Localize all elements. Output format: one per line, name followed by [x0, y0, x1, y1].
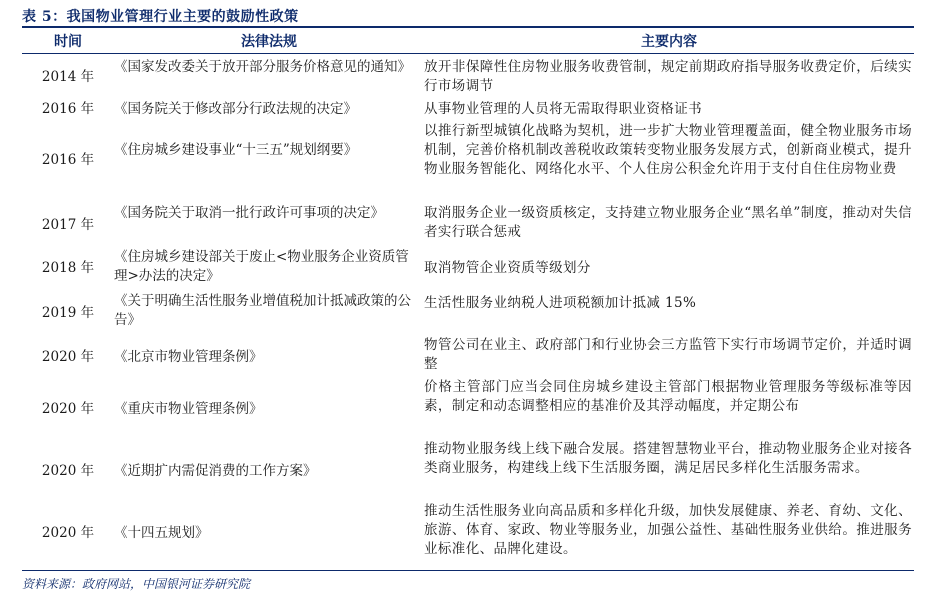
row-law: 《国务院关于修改部分行政法规的决定》	[114, 101, 357, 117]
table-row	[22, 502, 914, 562]
row-content: 放开非保障性住房物业服务收费管制，规定前期政府指导服务收费定价，后续实行市场调节	[424, 59, 912, 94]
table-row	[22, 58, 914, 98]
row-year: 2018 年	[41, 260, 95, 276]
table-row	[22, 248, 914, 288]
table-row	[22, 122, 914, 200]
row-law: 《关于明确生活性服务业增值税加计抵减政策的公告》	[114, 293, 411, 328]
row-law: 《重庆市物业管理条例》	[114, 401, 263, 417]
row-year: 2014 年	[41, 69, 95, 85]
row-content: 物管公司在业主、政府部门和行业协会三方监管下实行市场调节定价，并适时调整	[424, 337, 912, 372]
row-law: 《国务院关于取消一批行政许可事项的决定》	[114, 205, 384, 221]
row-year: 2017 年	[41, 217, 95, 233]
row-content: 以推行新型城镇化战略为契机，进一步扩大物业管理覆盖面，健全物业服务市场机制，完善价格机制改善税收政策转变物业服务发展方式，创新商业模式，提升物业服务智能化、网络化水平、个人住房公积金允许用于支付自住住房物业费	[424, 123, 912, 177]
row-year: 2020 年	[41, 463, 95, 479]
row-year: 2016 年	[41, 152, 95, 168]
row-year: 2020 年	[41, 401, 95, 417]
header-time: 时间	[54, 34, 82, 50]
table-title: 表 5：我国物业管理行业主要的鼓励性政策	[22, 9, 299, 25]
row-content: 推动物业服务线上线下融合发展。搭建智慧物业平台，推动物业服务企业对接各类商业服务，构建线上线下生活服务圈，满足居民多样化生活服务需求。	[424, 441, 912, 476]
row-law: 《十四五规划》	[114, 525, 209, 541]
header-rule	[22, 53, 914, 54]
row-content: 价格主管部门应当会同住房城乡建设主管部门根据物业管理服务等级标准等因素，制定和动态调整相应的基准价及其浮动幅度，并定期公布	[424, 379, 912, 414]
table-row	[22, 336, 914, 376]
row-year: 2016 年	[41, 101, 95, 117]
row-law: 《住房城乡建设事业“十三五”规划纲要》	[114, 142, 358, 158]
row-law: 《北京市物业管理条例》	[114, 349, 263, 365]
table-header	[22, 31, 914, 53]
row-law: 《国家发改委关于放开部分服务价格意见的通知》	[114, 59, 411, 75]
table-row	[22, 204, 914, 244]
row-content: 从事物业管理的人员将无需取得职业资格证书	[424, 101, 702, 117]
table-row	[22, 292, 914, 332]
row-content: 取消物管企业资质等级划分	[424, 260, 591, 276]
table-row	[22, 440, 914, 500]
bottom-rule	[22, 570, 914, 571]
row-content: 取消服务企业一级资质核定，支持建立物业服务企业“黑名单”制度，推动对失信者实行联合惩戒	[424, 205, 912, 240]
row-year: 2020 年	[41, 349, 95, 365]
top-rule	[22, 26, 914, 28]
header-content: 主要内容	[641, 34, 697, 50]
row-content: 推动生活性服务业向高品质和多样化升级，加快发展健康、养老、育幼、文化、旅游、体育、家政、物业等服务业，加强公益性、基础性服务业供给。推进服务业标准化、品牌化建设。	[424, 503, 912, 557]
source-note: 资料来源：政府网站，中国银河证券研究院	[22, 577, 251, 591]
row-year: 2019 年	[41, 305, 95, 321]
row-content: 生活性服务业纳税人进项税额加计抵减 15%	[424, 295, 697, 311]
table-row	[22, 378, 914, 438]
header-law: 法律法规	[241, 34, 297, 50]
row-year: 2020 年	[41, 525, 95, 541]
row-law: 《近期扩内需促消费的工作方案》	[114, 463, 317, 479]
row-law: 《住房城乡建设部关于废止<物业服务企业资质管理>办法的决定》	[114, 249, 409, 284]
table-row	[22, 100, 914, 120]
